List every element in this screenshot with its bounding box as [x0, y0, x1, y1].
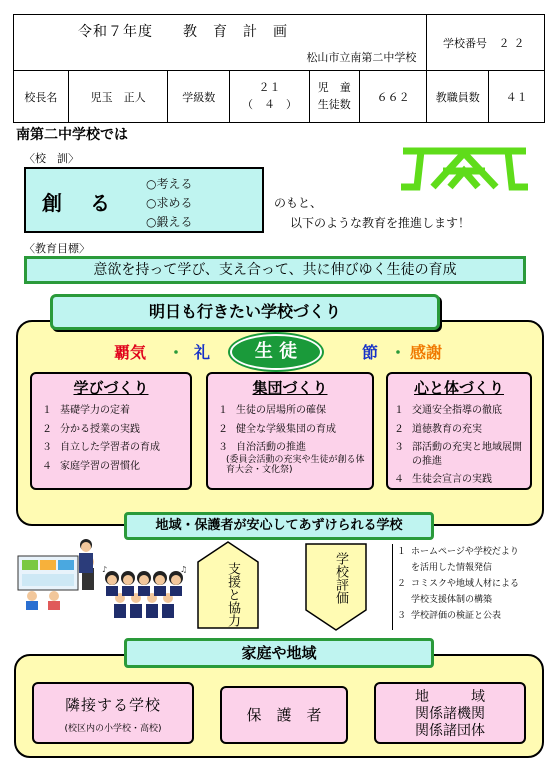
- students-label-2: 生徒数: [317, 97, 351, 111]
- classes-sub: （ ４ ）: [241, 97, 297, 111]
- pillar-learning-item-4: ４ 家庭学習の習慣化: [42, 460, 140, 472]
- action-item-2: ２ コミスクや地域人材による: [397, 579, 520, 589]
- action-item-2-cont: 学校支援体制の構築: [411, 595, 493, 605]
- students-illustration-icon: [98, 566, 186, 620]
- pillar-learning: [30, 372, 192, 490]
- keyword-1: 覇気: [114, 343, 147, 362]
- school-no-cell: [427, 15, 545, 71]
- pillar-mind-body-item-4: ４ 生徒会宣言の実践: [394, 474, 492, 485]
- keyword-4: 感謝: [410, 343, 443, 362]
- support-text: 支援と協力: [225, 562, 240, 627]
- svg-text:♪: ♪: [102, 565, 108, 574]
- svg-text:♫: ♫: [180, 565, 188, 574]
- classes-label: 学級数: [168, 71, 230, 123]
- center-student-text: 生 徒: [254, 341, 298, 362]
- pillar-group-item-1: １ 生徒の居場所の確保: [218, 405, 326, 416]
- pillar-group: [206, 372, 374, 490]
- community-parents: 保 護 者: [246, 706, 322, 724]
- classes-value: ２１: [258, 81, 281, 94]
- action-item-3: ３ 学校評価の検証と公表: [397, 611, 502, 621]
- vision-banner: [50, 294, 440, 330]
- motto-item-2: ○求める: [146, 196, 193, 210]
- students-label-1: 児 童: [317, 81, 351, 94]
- community-parents-box: [220, 686, 348, 744]
- evaluation-text: 学校評価: [333, 552, 348, 604]
- actions-list: [392, 544, 540, 630]
- principal-label: 校長名: [14, 71, 69, 123]
- goal-box: [24, 256, 526, 284]
- community-neighbor-sub: (校区内の小学校・高校): [64, 724, 162, 734]
- motto-items: [146, 175, 192, 232]
- keyword-2: 礼: [194, 343, 211, 362]
- pillar-mind-body-item-3: ３ 部活動の充実と地域展開の推進: [394, 442, 522, 467]
- keyword-dot-1: ・: [168, 343, 185, 362]
- community-region-box: [374, 682, 526, 744]
- pillar-learning-item-3: ３ 自立した学習者の育成: [42, 442, 160, 453]
- keyword-dot-2: ・: [390, 343, 407, 362]
- intro-text: 南第二中学校では: [16, 127, 128, 143]
- motto-item-3: ○鍛える: [146, 215, 193, 229]
- goal-label: 〈教育目標〉: [24, 242, 90, 255]
- community-banner: [124, 638, 434, 668]
- community-region-1: 地 域: [415, 689, 485, 705]
- staff-label: 教職員数: [427, 71, 489, 123]
- center-student: [230, 334, 322, 370]
- pillar-group-item-3-note: (委員会活動の充実や生徒が創る体育大会・文化祭): [226, 454, 365, 476]
- community-neighbor-box: [32, 682, 194, 744]
- school-name: 松山市立南第二中学校: [306, 51, 417, 64]
- school-emblem-icon: [397, 141, 532, 197]
- community-neighbor: 隣接する学校: [64, 696, 161, 714]
- pillar-mind-body-item-2: ２ 道徳教育の充実: [394, 423, 482, 435]
- pillar-learning-item-1: １ 基礎学力の定着: [42, 405, 130, 416]
- motto-main: 創 る: [42, 191, 114, 215]
- pillar-group-item-3: ３ 自治活動の推進: [218, 442, 306, 453]
- pillar-mind-body-title: 心と体づくり: [413, 379, 504, 397]
- motto-item-1: ○考える: [146, 177, 193, 191]
- staff-value: ４１: [489, 71, 545, 123]
- action-item-1: １ ホームページや学校だより: [397, 547, 519, 557]
- teacher-illustration-icon: [72, 538, 100, 574]
- motto-text-2: 以下のような教育を推進します！: [290, 216, 471, 230]
- action-item-1-cont: を活用した情報発信: [411, 563, 493, 573]
- students-value: ６６２: [359, 71, 427, 123]
- motto-label: 〈校 訓〉: [24, 152, 79, 165]
- goal-text: 意欲を持って学び、支え合って、共に伸びゆく生徒の育成: [93, 262, 457, 278]
- trust-banner: [124, 512, 434, 540]
- trust-text: 地域・保護者が安心してあずけられる学校: [155, 518, 403, 533]
- pillar-learning-title: 学びづくり: [73, 379, 149, 397]
- community-title: 家庭や地域: [241, 644, 317, 662]
- classes-cell: [230, 71, 310, 123]
- page-title: 令和７年度 教 育 計 画: [78, 24, 288, 40]
- motto-text-1: のもと、: [274, 196, 323, 210]
- pillar-learning-item-2: ２ 分かる授業の実践: [42, 423, 140, 435]
- title-cell: [14, 15, 427, 71]
- principal-name: 児玉 正人: [68, 71, 168, 123]
- pillar-mind-body-item-1: １ 交通安全指導の徹底: [394, 405, 502, 416]
- community-region-2: 関係諸機関: [415, 706, 485, 722]
- header-table: [13, 14, 545, 123]
- motto-box: [24, 167, 264, 233]
- community-region-3: 関係諸団体: [415, 723, 485, 739]
- pillar-group-item-2: ２ 健全な学級集団の育成: [218, 423, 336, 435]
- students-label-cell: [309, 71, 359, 123]
- pillar-mind-body: [386, 372, 532, 490]
- school-no-label: 学校番号: [442, 36, 487, 50]
- keyword-3: 節: [362, 343, 379, 362]
- school-no: ２２: [498, 36, 529, 50]
- pillar-group-title: 集団づくり: [252, 379, 328, 397]
- vision-text: 明日も行きたい学校づくり: [148, 302, 341, 321]
